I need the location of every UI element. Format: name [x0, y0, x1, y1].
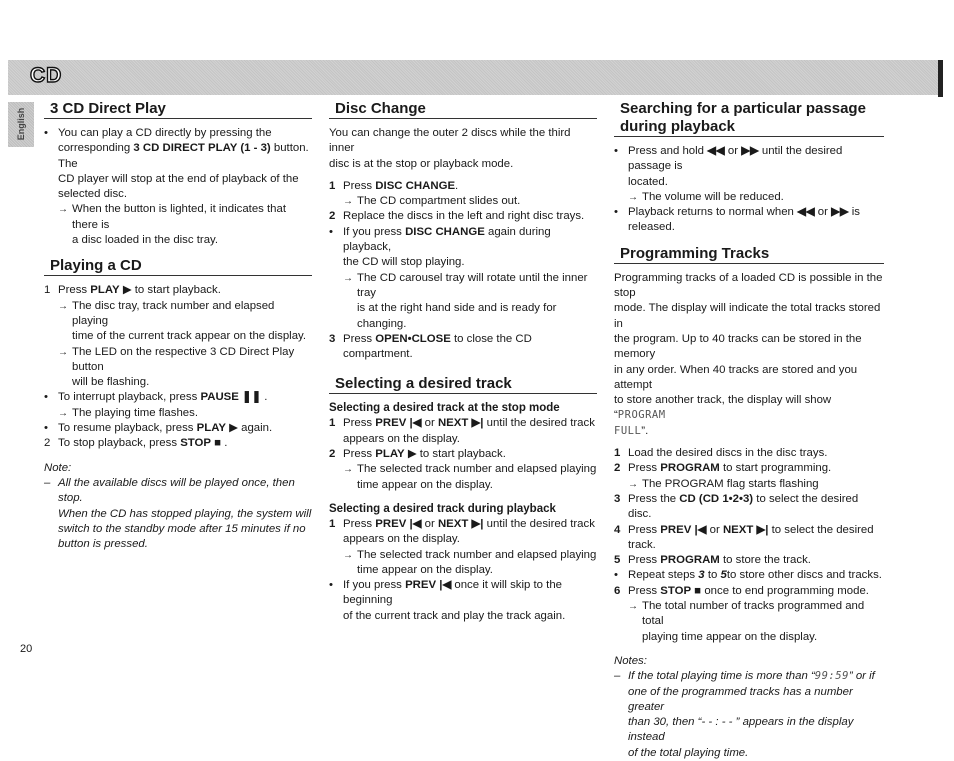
dash-marker: – — [614, 670, 621, 683]
bullet-marker: • — [614, 145, 618, 157]
language-tab-label: English — [16, 107, 26, 141]
note-item — [614, 669, 884, 761]
result-line — [329, 194, 597, 209]
heading-text: Programming Tracks — [620, 244, 770, 262]
text: Press — [343, 179, 373, 192]
bold-text: PAUSE — [200, 391, 239, 404]
bold-text: PLAY — [375, 448, 405, 461]
prev-icon: |◀ — [694, 523, 707, 536]
step-number: 1 — [329, 517, 336, 530]
text: The selected track number and elapsed playing — [357, 463, 597, 476]
text: is — [851, 206, 861, 219]
step-number: 1 — [329, 179, 336, 192]
step-number: 1 — [44, 284, 51, 297]
step-item — [44, 283, 312, 298]
bold-text: CD (CD 1•2•3) — [679, 492, 754, 505]
fast-forward-icon: ▶▶ — [831, 206, 849, 219]
column-middle — [329, 100, 597, 624]
bold-text: STOP — [660, 584, 692, 597]
notes-title: Notes: — [614, 654, 647, 667]
result-line — [329, 462, 597, 493]
paragraph — [614, 271, 884, 439]
text: You can play a CD directly by pressing the — [58, 127, 272, 139]
heading-cd-direct-play — [44, 100, 312, 119]
text: Press — [343, 448, 373, 461]
play-icon: ▶ — [122, 284, 132, 297]
fast-forward-icon: ▶▶ — [741, 145, 759, 157]
step-item — [614, 523, 884, 554]
step-number: 3 — [614, 492, 621, 505]
dash-marker: – — [44, 476, 51, 489]
arrow-icon: → — [628, 191, 638, 203]
text: once to end programming mode. — [704, 584, 869, 597]
bullet-item — [614, 568, 884, 583]
text: The playing time flashes. — [72, 406, 198, 419]
text: track. — [628, 538, 656, 551]
text: again during playback, — [343, 225, 551, 254]
text: Press — [628, 584, 658, 597]
text: time of the current track appear on the display. — [72, 330, 307, 343]
text: until the desired track — [486, 517, 595, 530]
note-title: Note: — [44, 461, 72, 474]
note-item — [44, 476, 312, 552]
step-number: 2 — [329, 210, 336, 223]
text: When the button is lighted, it indicates that there is — [72, 203, 287, 231]
text: corresponding — [58, 142, 131, 155]
arrow-icon: → — [343, 464, 353, 476]
text: appears on the display. — [343, 533, 460, 546]
text: mode. The display will indicate the total tracks stored in — [614, 302, 881, 330]
text: playing time appear on the display. — [642, 630, 818, 643]
step-number: 1 — [614, 447, 621, 460]
text: The PROGRAM flag starts flashing — [642, 477, 819, 490]
prev-icon: |◀ — [439, 579, 452, 592]
step-item: 2 To stop playback, press STOP ■ . — [44, 436, 312, 451]
text: Repeat steps — [628, 569, 696, 582]
text: appears on the display. — [343, 432, 460, 445]
prev-icon: |◀ — [409, 517, 422, 530]
text: to store another track, the display will show “ — [614, 394, 832, 422]
text: to store the track. — [722, 554, 811, 567]
text: or — [727, 145, 739, 157]
result-line — [44, 202, 312, 248]
text: The disc tray, track number and elapsed playing — [72, 299, 275, 327]
bullet-item — [329, 578, 597, 624]
heading-programming-tracks — [614, 245, 884, 264]
bold-text: NEXT — [437, 417, 469, 430]
text: than 30, then “- - : - - ” appears in the display instead — [628, 716, 854, 744]
subheading-stop-mode: Selecting a desired track at the stop mode — [329, 402, 560, 415]
arrow-icon: → — [58, 300, 68, 312]
step-number: 5 — [614, 554, 621, 567]
step-number: 1 — [329, 417, 336, 430]
text: All the available discs will be played once, then stop. — [58, 476, 295, 505]
bold-text: PLAY — [90, 284, 120, 297]
result-line — [44, 406, 312, 421]
step-item — [614, 553, 884, 568]
bold-text: PLAY — [196, 422, 226, 435]
text: or — [817, 206, 828, 219]
section-title: CD — [30, 64, 63, 87]
text: in any order. When 40 tracks are stored and you attempt — [614, 363, 858, 391]
bullet-item — [614, 144, 884, 190]
result-line — [614, 190, 884, 205]
text: or — [424, 517, 435, 530]
text: of the total playing time. — [628, 746, 749, 759]
text: You can change the outer 2 discs while the third inner — [329, 127, 571, 155]
result-line — [44, 345, 312, 391]
text: or — [424, 417, 435, 430]
step-item — [614, 492, 884, 523]
text: until the desired track — [486, 417, 595, 430]
text: to start playback. — [134, 284, 221, 297]
next-icon: ▶| — [756, 523, 769, 536]
column-left — [44, 100, 312, 552]
text: time appear on the display. — [357, 478, 493, 491]
text: ” or if — [848, 670, 875, 683]
text: of the current track and play the track again. — [343, 609, 566, 622]
bullet-marker: • — [44, 127, 48, 139]
arrow-icon: → — [343, 549, 353, 561]
text: When the CD has stopped playing, the system will — [58, 507, 312, 520]
text: the CD will stop playing. — [343, 256, 465, 269]
bold-text: DISC CHANGE — [405, 225, 485, 238]
next-icon: ▶| — [471, 517, 484, 530]
pause-icon: ❚❚ — [242, 391, 262, 404]
stop-icon: ■ — [694, 584, 702, 597]
bullet-marker: • — [44, 391, 48, 404]
step-item — [614, 461, 884, 476]
text: disc is at the stop or playback mode. — [329, 157, 514, 170]
text: Replace the discs in the left and right disc trays. — [343, 210, 585, 223]
bullet-marker: • — [329, 579, 333, 592]
text: to start programming. — [722, 462, 832, 475]
page-number: 20 — [20, 643, 33, 655]
bold-text: NEXT — [437, 517, 469, 530]
text: CD player will stop at the end of playback of the — [58, 172, 299, 185]
text: to store other discs and tracks. — [726, 569, 882, 582]
step-item — [329, 416, 597, 447]
text: to close the CD compartment. — [343, 332, 532, 361]
text: The LED on the respective 3 CD Direct Play button — [72, 345, 295, 373]
step-number: 4 — [614, 523, 621, 536]
arrow-icon: → — [58, 204, 68, 216]
text: Programming tracks of a loaded CD is possible in the stop — [614, 271, 883, 300]
bold-text: PREV — [375, 517, 407, 530]
lcd-text: FULL — [614, 424, 642, 437]
step-number: 6 — [614, 584, 621, 597]
text: to select the desired disc. — [628, 492, 859, 521]
arrow-icon: → — [628, 478, 638, 490]
lcd-text: PROGRAM — [617, 409, 666, 422]
text: The CD compartment slides out. — [357, 195, 521, 208]
step-item — [329, 209, 597, 224]
text: The volume will be reduced. — [642, 190, 784, 203]
text: Load the desired discs in the disc trays. — [628, 447, 828, 460]
lcd-text: 99:59 — [814, 670, 849, 683]
text: If the total playing time is more than “ — [628, 670, 815, 683]
bullet-item: • To interrupt playback, press PAUSE ❚❚ . — [44, 390, 312, 405]
bullet-item — [614, 205, 884, 236]
heading-text: during playback — [620, 118, 736, 135]
bullet-marker: • — [329, 225, 333, 238]
bold-text: PREV — [375, 417, 407, 430]
result-line — [614, 599, 884, 645]
text: until the desired passage is — [628, 145, 843, 173]
heading-disc-change — [329, 100, 597, 119]
bullet-item — [44, 126, 312, 202]
heading-text: 3 CD Direct Play — [50, 100, 166, 117]
bold-text: 3 CD DIRECT PLAY (1 - 3) — [133, 142, 271, 155]
heading-playing-a-cd — [44, 257, 312, 276]
step-item — [614, 584, 884, 599]
bold-text: 3 — [698, 569, 705, 582]
result-line — [329, 548, 597, 579]
text: Press — [628, 523, 658, 536]
text: To resume playback, press — [58, 422, 194, 435]
next-icon: ▶| — [471, 417, 484, 430]
heading-text: Searching for a particular passage — [620, 100, 866, 117]
arrow-icon: → — [343, 272, 353, 284]
text: If you press — [343, 225, 402, 238]
bullet-item — [329, 225, 597, 271]
step-number: 2 — [614, 462, 621, 475]
bold-text: PROGRAM — [660, 462, 720, 475]
paragraph — [329, 126, 597, 172]
text: again. — [241, 422, 273, 435]
bold-text: STOP — [180, 437, 212, 450]
text: selected disc. — [58, 188, 128, 201]
text: time appear on the display. — [357, 563, 493, 576]
text: the program. Up to 40 tracks can be stored in the memory — [614, 332, 862, 361]
text: released. — [628, 221, 675, 234]
text: a disc loaded in the disc tray. — [72, 234, 219, 247]
text: switch to the standby mode after 15 minutes if no — [58, 522, 306, 535]
subheading-during-playback: Selecting a desired track during playback — [329, 502, 556, 515]
prev-icon: |◀ — [409, 417, 422, 430]
text: button. The — [58, 142, 309, 170]
text: Press — [343, 417, 373, 430]
play-icon: ▶ — [229, 422, 238, 435]
text: Press the — [628, 492, 677, 505]
step-number: 2 — [329, 448, 336, 461]
rewind-icon: ◀◀ — [707, 145, 725, 157]
bullet-item — [44, 421, 312, 436]
bold-text: PROGRAM — [660, 554, 720, 567]
bold-text: DISC CHANGE — [375, 179, 456, 192]
bold-text: PREV — [660, 523, 692, 536]
heading-selecting-track — [329, 375, 597, 394]
text: The CD carousel tray will rotate until the inner tray — [357, 271, 588, 299]
bold-text: NEXT — [722, 523, 754, 536]
text: will be flashing. — [72, 376, 150, 389]
heading-searching-passage — [614, 100, 884, 137]
step-number: 3 — [329, 332, 336, 345]
heading-text: Playing a CD — [50, 257, 142, 275]
bold-text: PREV — [405, 579, 437, 592]
text: The total number of tracks programmed and total — [642, 600, 865, 628]
step-item — [614, 446, 884, 461]
text: Press and hold — [628, 145, 704, 157]
arrow-icon: → — [58, 346, 68, 358]
text: Press — [628, 462, 658, 475]
text: is at the right hand side and is ready for changing. — [357, 302, 557, 330]
text: one of the programmed tracks has a number greater — [628, 685, 853, 713]
result-line — [329, 271, 597, 332]
text: To interrupt playback, press — [58, 391, 198, 404]
banner-edge-bar — [938, 60, 943, 97]
arrow-icon: → — [628, 601, 638, 613]
arrow-icon: → — [343, 196, 353, 208]
heading-text: Disc Change — [335, 100, 426, 117]
rewind-icon: ◀◀ — [797, 206, 815, 219]
step-item: 1 Press DISC CHANGE. — [329, 179, 597, 194]
column-right — [614, 100, 884, 761]
text: Press — [58, 284, 88, 297]
text: The selected track number and elapsed playing — [357, 548, 597, 561]
bullet-marker: • — [614, 569, 618, 582]
step-item — [329, 332, 597, 363]
stop-icon: ■ — [214, 437, 222, 450]
text: button is pressed. — [58, 538, 148, 551]
text: once it will skip to the beginning — [343, 579, 563, 607]
text: or — [709, 523, 720, 536]
text: Press — [628, 554, 658, 567]
text: located. — [628, 175, 668, 188]
text: to select the desired — [771, 523, 874, 536]
step-number: 2 — [44, 437, 51, 450]
text: to — [707, 569, 718, 582]
result-line — [614, 477, 884, 492]
heading-text: Selecting a desired track — [335, 375, 512, 393]
text: To stop playback, press — [58, 437, 178, 450]
text: Press — [343, 517, 373, 530]
section-banner — [8, 60, 942, 95]
bold-text: 5 — [720, 569, 727, 582]
bold-text: OPEN•CLOSE — [375, 332, 451, 345]
text: ”. — [641, 424, 649, 437]
step-item — [329, 447, 597, 462]
text: If you press — [343, 579, 402, 592]
step-item — [329, 517, 597, 548]
play-icon: ▶ — [407, 448, 417, 461]
bullet-marker: • — [44, 422, 48, 435]
arrow-icon: → — [58, 407, 68, 419]
text: Press — [343, 332, 373, 345]
text: Playback returns to normal when — [628, 206, 794, 219]
bullet-marker: • — [614, 206, 618, 219]
result-line — [44, 299, 312, 345]
text: to start playback. — [419, 448, 506, 461]
